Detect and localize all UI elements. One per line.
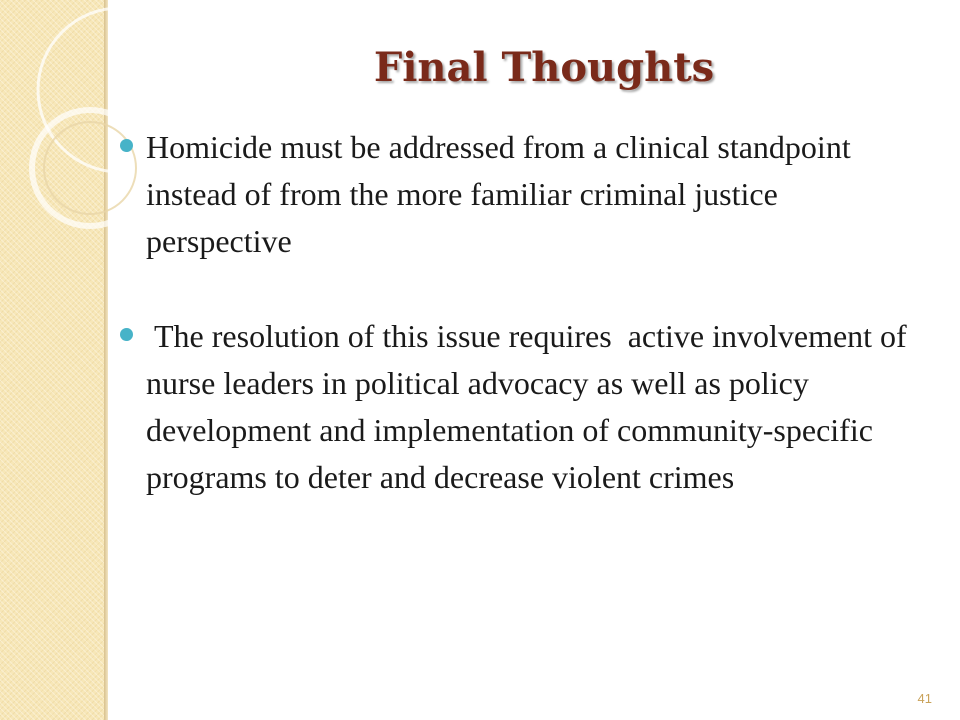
page-number: 41: [917, 691, 932, 706]
bullet-text: Homicide must be addressed from a clinical standpoint instead of from the more familiar criminal justice perspective: [146, 129, 851, 259]
bullet-text: The resolution of this issue requires active involvement of nurse leaders in political advocacy as well as policy development and implementation of community-specific programs to deter and decrease violent crimes: [146, 318, 915, 495]
bullet-dot-icon: [120, 139, 133, 152]
bullet-dot-icon: [120, 328, 133, 341]
bullet-item: [120, 313, 920, 501]
slide-title: Final Thoughts: [373, 44, 715, 91]
bullet-item: [120, 124, 920, 265]
bullet-list: [120, 124, 920, 501]
